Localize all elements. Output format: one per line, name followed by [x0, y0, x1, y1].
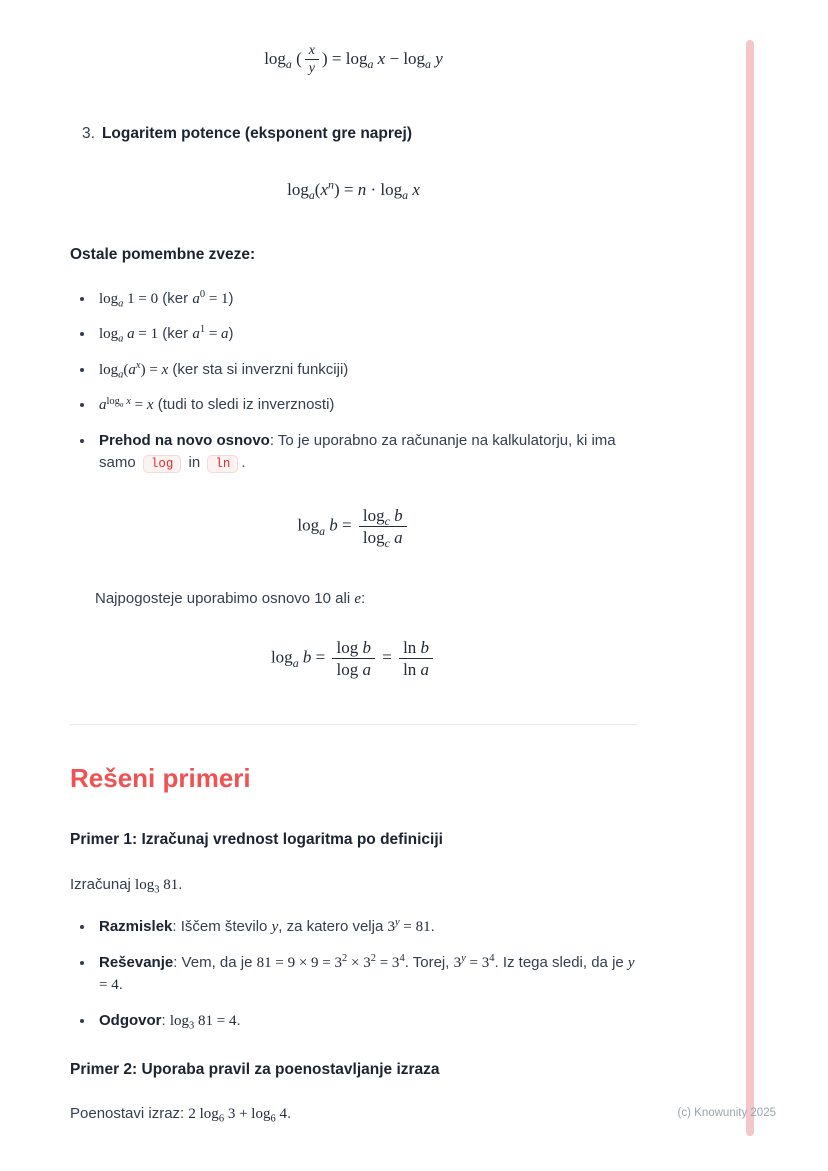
- math-roman: log: [270, 647, 293, 667]
- text-segment: : Vem, da je: [173, 953, 257, 971]
- math-roman: log: [362, 528, 385, 548]
- list-item: [95, 323, 637, 346]
- list-item: [95, 394, 637, 417]
- section-heading-logaritem-potence: Logaritem potence (eksponent gre naprej): [101, 124, 412, 142]
- fraction: [359, 505, 407, 549]
- math-variable: x: [373, 48, 386, 68]
- text-segment: .: [236, 1011, 241, 1029]
- bold-text: Reševanje: [99, 953, 174, 971]
- math-variable: x: [123, 395, 131, 407]
- math-roman: (: [314, 180, 321, 200]
- math-variable: x: [320, 180, 329, 200]
- math-variable: a: [362, 660, 371, 680]
- footer-copyright: (c) Knowunity 2025: [677, 1107, 776, 1119]
- math-roman: −: [385, 48, 404, 68]
- primer2-intro: [70, 1103, 637, 1126]
- list-item: [95, 288, 637, 311]
- math-subscript: 6: [270, 1114, 276, 1126]
- formula-change-of-base-10-e: [70, 637, 637, 681]
- math-roman: log: [336, 637, 363, 657]
- list-number: 3.: [82, 124, 95, 142]
- math-variable: y: [431, 48, 443, 68]
- note-common-bases: [70, 588, 637, 611]
- page-accent-stripe: [746, 40, 754, 1136]
- fraction-numerator: [332, 637, 374, 658]
- math-superscript: x: [135, 360, 141, 372]
- fraction-denominator: [359, 526, 407, 551]
- math-roman: log: [336, 660, 363, 680]
- text-segment: (ker: [158, 289, 193, 307]
- text-segment: ): [228, 325, 234, 343]
- math-roman: =: [311, 647, 330, 667]
- math-superscript: 2: [342, 952, 348, 964]
- math-roman: log: [362, 505, 385, 525]
- math-variable: x: [408, 180, 420, 200]
- numbered-section-heading: [70, 122, 637, 145]
- math-subscript: a: [119, 399, 124, 409]
- fraction-denominator: [332, 658, 374, 680]
- math-variable: b: [298, 647, 312, 667]
- formula-power-rule: [70, 177, 637, 203]
- math-roman: =: [377, 647, 397, 667]
- list-item: [95, 430, 637, 475]
- math-roman: 81 = 9 × 9 = 3: [256, 954, 342, 971]
- math-roman: = 4: [99, 977, 119, 994]
- math-subscript: a: [308, 188, 315, 203]
- text-segment: :: [361, 590, 366, 608]
- subsection-heading-ostale: Ostale pomembne zveze:: [70, 245, 256, 263]
- math-variable: a: [99, 397, 107, 414]
- text-segment: .: [430, 918, 435, 936]
- formula-quotient-rule: [70, 42, 637, 78]
- math-roman: 81: [159, 876, 179, 893]
- primer1-heading: Primer 1: Izračunaj vrednost logaritma po definiciji: [70, 831, 443, 849]
- text-segment: : Iščem število: [172, 918, 272, 936]
- math-roman: = 81: [399, 919, 431, 936]
- text-segment: (ker: [158, 325, 193, 343]
- math-subscript: a: [425, 56, 431, 71]
- fraction: [332, 637, 374, 681]
- fraction: [305, 42, 319, 78]
- solved-examples-heading: Rešeni primeri: [70, 763, 251, 794]
- math-roman: = 3: [375, 954, 400, 971]
- math-subscript: 3: [154, 884, 160, 896]
- math-roman: log: [380, 180, 403, 200]
- list-item: [95, 1010, 637, 1033]
- math-subscript: c: [384, 514, 390, 528]
- text-segment: Izračunaj: [70, 875, 136, 893]
- math-subscript: a: [319, 523, 326, 538]
- math-roman: ln: [403, 637, 421, 657]
- text-segment: .: [118, 976, 123, 994]
- math-variable: x: [161, 361, 169, 378]
- math-variable: b: [362, 637, 371, 657]
- math-roman: (: [123, 361, 129, 378]
- math-variable: a: [123, 326, 135, 343]
- math-variable: a: [420, 660, 430, 680]
- math-roman: log: [297, 515, 320, 535]
- math-roman: ) =: [321, 48, 346, 68]
- math-roman: 3: [453, 954, 462, 971]
- text-segment: :: [161, 1011, 170, 1029]
- math-variable: a: [192, 290, 200, 307]
- math-roman: 3: [387, 919, 395, 936]
- formula-change-of-base: [70, 505, 637, 549]
- math-subscript: a: [118, 298, 124, 310]
- math-variable: a: [221, 326, 229, 343]
- math-variable: b: [420, 637, 430, 657]
- math-variable: a: [192, 326, 200, 343]
- math-variable: b: [325, 515, 338, 535]
- primer1-steps-list: [70, 916, 637, 1032]
- math-variable: y: [627, 954, 635, 971]
- math-roman: 4: [275, 1106, 287, 1123]
- math-roman: = 1: [205, 290, 229, 307]
- math-superscript: y: [394, 917, 400, 929]
- math-roman: log: [99, 326, 119, 343]
- list-item: [95, 359, 637, 382]
- text-segment: (ker sta si inverzni funkciji): [168, 360, 349, 378]
- math-subscript: c: [384, 536, 390, 551]
- fraction-numerator: [359, 505, 407, 526]
- inline-code: ln: [207, 455, 238, 473]
- text-segment: .: [178, 875, 183, 893]
- math-variable: y: [308, 61, 315, 77]
- math-roman: =: [130, 397, 147, 414]
- text-segment: (tudi to sledi iz inverznosti): [153, 396, 335, 414]
- math-roman: ln: [403, 660, 421, 680]
- text-segment: ): [228, 289, 234, 307]
- text-segment: . Iz tega sledi, da je: [494, 953, 628, 971]
- math-superscript: 0: [199, 289, 206, 301]
- inline-code: log: [143, 455, 182, 473]
- math-roman: log: [99, 290, 119, 307]
- fraction: [399, 637, 433, 681]
- math-roman: 3 + log: [224, 1106, 271, 1123]
- section-divider: [70, 724, 637, 725]
- math-subscript: a: [402, 188, 409, 203]
- math-roman: =: [205, 326, 222, 343]
- math-roman: ·: [366, 180, 381, 200]
- list-item: [95, 916, 637, 939]
- math-roman: log: [135, 876, 155, 893]
- text-segment: , za katero velja: [278, 918, 388, 936]
- math-variable: a: [128, 361, 136, 378]
- math-variable: e: [354, 591, 362, 608]
- math-superscript: 1: [199, 324, 206, 336]
- fraction-numerator: [305, 42, 319, 59]
- math-subscript: a: [292, 655, 299, 670]
- properties-list: [70, 288, 637, 475]
- math-superscript: 4: [399, 952, 405, 964]
- text-segment: Poenostavi izraz:: [70, 1105, 189, 1123]
- math-roman: log: [287, 180, 309, 200]
- text-segment: .: [286, 1105, 292, 1123]
- math-variable: x: [146, 397, 154, 414]
- math-roman: (: [291, 48, 302, 68]
- math-roman: log: [264, 48, 286, 68]
- fraction-denominator: [305, 59, 319, 77]
- primer2-heading: Primer 2: Uporaba pravil za poenostavljanje izraza: [70, 1061, 440, 1079]
- bold-text: Razmislek: [99, 918, 173, 936]
- bold-text: Odgovor: [99, 1011, 162, 1029]
- math-roman: log: [169, 1012, 190, 1029]
- math-variable: n: [357, 180, 367, 200]
- math-subscript: a: [118, 369, 124, 381]
- math-roman: 2 log: [188, 1106, 219, 1123]
- list-item: [95, 952, 637, 997]
- math-roman: ) =: [140, 361, 162, 378]
- math-roman: = 3: [465, 954, 490, 971]
- fraction-denominator: [399, 658, 433, 680]
- math-roman: × 3: [347, 954, 371, 971]
- math-roman: log: [106, 395, 120, 407]
- text-segment: . Torej,: [404, 953, 454, 971]
- text-segment: .: [241, 454, 246, 472]
- math-roman: 1 = 0: [123, 290, 159, 307]
- math-roman: ) =: [333, 180, 358, 200]
- math-roman: 81 = 4: [194, 1012, 237, 1029]
- math-subscript: 6: [218, 1114, 225, 1126]
- math-subscript: a: [367, 56, 374, 71]
- bold-text: Prehod na novo osnovo: [99, 431, 270, 449]
- math-superscript: y: [461, 952, 466, 964]
- math-roman: = 1: [134, 326, 159, 343]
- text-segment: : To je uporabno za računanje na kalkulatorju, ki ima samo: [99, 431, 616, 472]
- math-roman: log: [99, 361, 119, 378]
- math-variable: a: [389, 528, 403, 548]
- math-superscript: [107, 396, 131, 407]
- text-segment: Najpogosteje uporabimo osnovo 10 ali: [95, 590, 355, 608]
- math-superscript: n: [328, 177, 334, 192]
- math-variable: y: [271, 919, 279, 936]
- math-roman: =: [337, 515, 356, 535]
- math-roman: log: [403, 48, 426, 68]
- math-superscript: 2: [370, 952, 376, 964]
- math-subscript: a: [118, 334, 124, 346]
- text-segment: in: [184, 454, 205, 472]
- primer1-intro: [70, 874, 637, 897]
- math-variable: x: [308, 43, 315, 58]
- math-subscript: a: [285, 56, 292, 71]
- math-superscript: 4: [489, 952, 495, 964]
- document-content: [70, 0, 637, 1126]
- fraction-numerator: [399, 637, 433, 658]
- math-subscript: 3: [189, 1020, 195, 1032]
- math-roman: log: [345, 48, 368, 68]
- math-variable: b: [389, 505, 403, 525]
